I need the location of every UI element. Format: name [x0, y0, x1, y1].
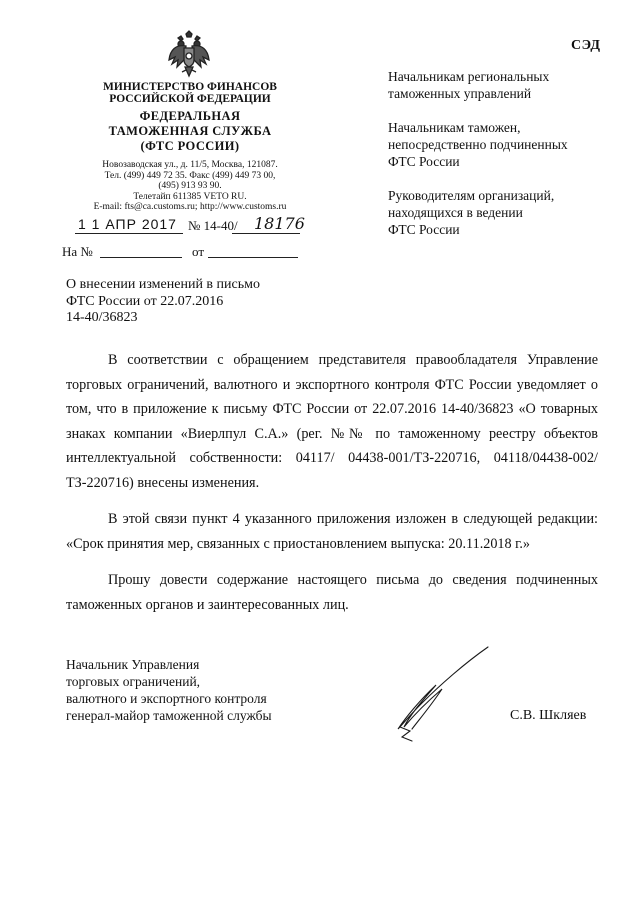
reference-underline — [100, 257, 182, 258]
addressee-line: находящихся в ведении — [388, 205, 523, 220]
signer-name: С.В. Шкляев — [510, 708, 587, 723]
ministry-line-2: РОССИЙСКОЙ ФЕДЕРАЦИИ — [109, 93, 271, 105]
subject-line: ФТС России от 22.07.2016 — [66, 293, 224, 309]
letter-subject — [66, 277, 326, 327]
addressee-line: Начальникам региональных — [388, 69, 550, 84]
addressee-line: Начальникам таможен, — [388, 120, 521, 135]
addressee-line: ФТС России — [388, 154, 460, 169]
russian-coat-of-arms-icon — [166, 30, 212, 80]
addressee-line: непосредственно подчиненных — [388, 137, 568, 152]
subject-line: 14-40/36823 — [66, 310, 138, 325]
service-line-2: ТАМОЖЕННАЯ СЛУЖБА — [108, 124, 272, 138]
address-line-5: E-mail: fts@ca.customs.ru; http://www.customs.ru — [93, 202, 287, 212]
signer-line: валютного и экспортного контроля — [66, 691, 267, 706]
addressees-block — [388, 68, 628, 255]
registration-number-prefix: № 14-40/ — [188, 218, 238, 233]
number-underline — [232, 233, 300, 234]
address-line-2: Тел. (499) 449 72 35. Факс (499) 449 73 00, — [104, 170, 276, 181]
service-line-3: (ФТС РОССИИ) — [140, 139, 240, 153]
document-mark: СЭД — [571, 38, 601, 53]
subject-line: О внесении изменений в письмо — [66, 277, 260, 292]
addressee-group-2 — [388, 119, 628, 170]
body-paragraph-2: В этой связи пункт 4 указанного приложения изложен в следующей редакции: «Срок принятия мер, связанных с приостановлением выпуска: 20.11.2018 г.» — [66, 511, 598, 552]
address-line-1: Новозаводская ул., д. 11/5, Москва, 121087. — [102, 160, 278, 170]
organization-header — [72, 81, 308, 154]
registration-date-stamp: 1 1 АПР 2017 — [78, 216, 177, 232]
body-paragraph-1: В соответствии с обращением представителя правообладателя Управление торговых ограничений, валютного и экспортного контроля ФТС России уведомляет о том, что в приложение к письму ФТС России от 22.07.2016 14-40/36823 «О товарных знаках компании «Виерлпул С.А.» (рег. №№ по таможенному реестру объектов интеллектуальной собственности: 04117/ 04438-001/ТЗ-220716, 04118/04438-002/ТЗ-220716) внесены изменения. — [66, 352, 598, 491]
sender-address — [62, 160, 318, 213]
ministry-line-1: МИНИСТЕРСТВО ФИНАНСОВ — [103, 81, 277, 93]
service-line-1: ФЕДЕРАЛЬНАЯ — [139, 109, 241, 123]
address-line-3: (495) 913 93 90. — [158, 181, 222, 191]
addressee-group-3 — [388, 187, 628, 238]
handwritten-signature — [370, 645, 500, 745]
reference-label: На № — [62, 244, 93, 259]
addressee-group-1 — [388, 68, 628, 102]
body-paragraph-3: Прошу довести содержание настоящего письма до сведения подчиненных таможенных органов и заинтересованных лиц. — [66, 572, 598, 613]
addressee-line: Руководителям организаций, — [388, 188, 555, 203]
addressee-line: ФТС России — [388, 222, 460, 237]
address-line-4: Телетайп 611385 VETO RU. — [133, 191, 247, 202]
signer-line: генерал-майор таможенной службы — [66, 708, 272, 723]
from-label: от — [192, 244, 205, 259]
addressee-line: таможенных управлений — [388, 86, 532, 101]
from-underline — [208, 257, 298, 258]
letter-body — [66, 348, 598, 629]
signer-line: торговых ограничений, — [66, 674, 201, 689]
registration-number-handwritten: 18176 — [254, 214, 305, 233]
signer-line: Начальник Управления — [66, 657, 200, 672]
signer-position — [66, 656, 326, 724]
date-underline — [75, 233, 183, 234]
